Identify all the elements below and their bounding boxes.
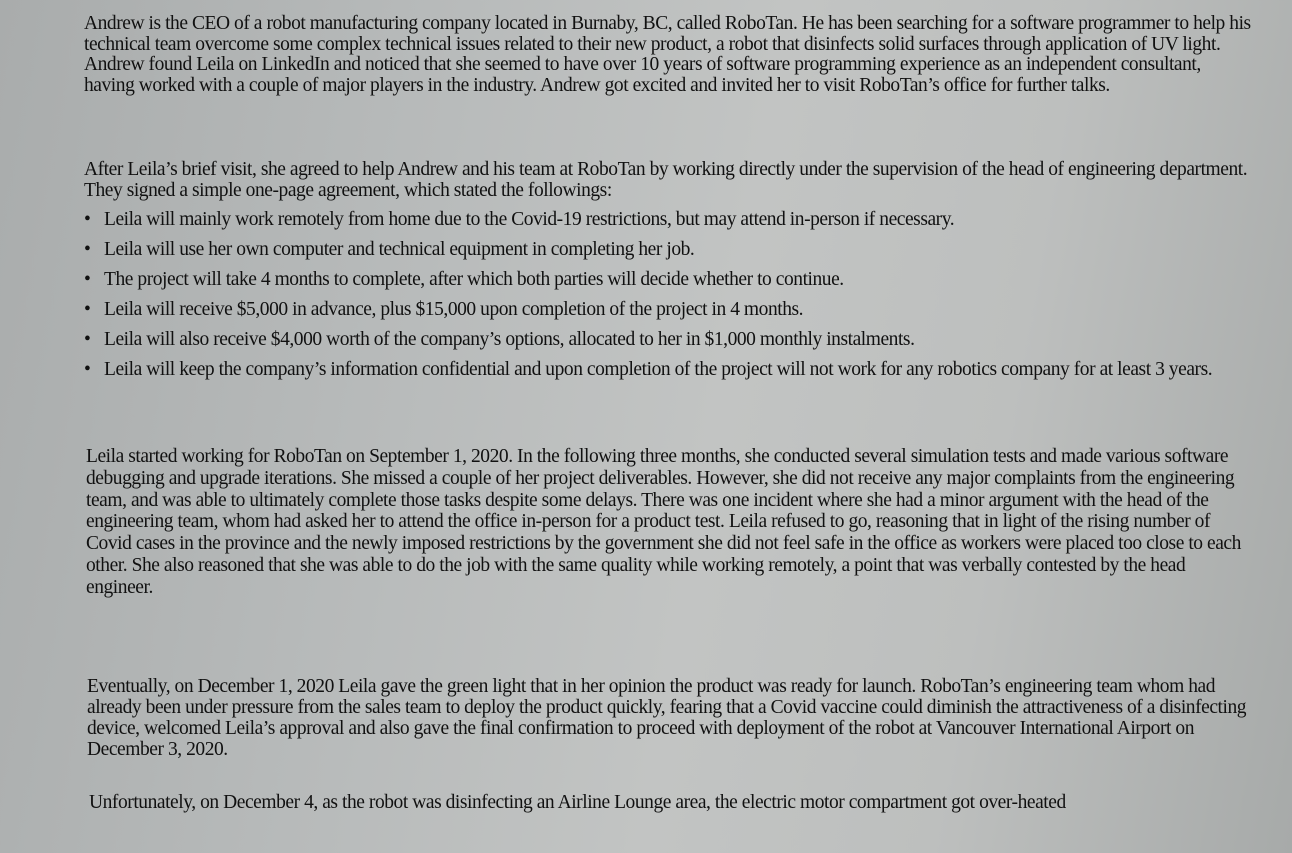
list-item-payment — [84, 300, 1234, 321]
paragraph-agreement: After Leila’s brief visit, she agreed to help Andrew and his team at RoboTan by working directly under the supervision of the head of engineering department. They signed a simple one-page agreement, which stated the followings: — [84, 159, 1248, 201]
bullet-icon: • — [84, 329, 91, 350]
list-item-remote-work — [84, 210, 1234, 231]
bullet-icon: • — [84, 299, 91, 320]
list-item-text: Leila will use her own computer and technical equipment in completing her job. — [104, 239, 695, 260]
paragraph-launch: Eventually, on December 1, 2020 Leila gave the green light that in her opinion the product was ready for launch. RoboTan’s engineering team whom had already been under pressure from the sales team to deploy the product quickly, fearing that a Covid vaccine could diminish the attractiveness of a disinfecting device, welcomed Leila’s approval and also gave the final confirmation to proceed with deployment of the robot at Vancouver International Airport on December 3, 2020. — [87, 676, 1247, 760]
document-page — [84, 14, 1254, 853]
list-item-duration — [84, 270, 1234, 291]
list-item-text: The project will take 4 months to complete, after which both parties will decide whether to continue. — [104, 269, 844, 290]
bullet-icon: • — [84, 239, 91, 260]
bullet-icon: • — [84, 209, 91, 230]
list-item-text: Leila will also receive $4,000 worth of the company’s options, allocated to her in $1,000 monthly instalments. — [104, 329, 915, 350]
bullet-icon: • — [84, 359, 91, 380]
list-item-text: Leila will keep the company’s information confidential and upon completion of the project will not work for any robotics company for at least 3 years. — [104, 359, 1213, 380]
bullet-icon: • — [84, 269, 91, 290]
list-item-options — [84, 330, 1234, 351]
list-item-text: Leila will mainly work remotely from home due to the Covid-19 restrictions, but may attend in-person if necessary. — [104, 209, 955, 230]
paragraph-intro: Andrew is the CEO of a robot manufacturing company located in Burnaby, BC, called RoboTan. He has been searching for a software programmer to help his technical team overcome some complex technical issues related to their new product, a robot that disinfects solid surfaces through application of UV light. Andrew found Leila on LinkedIn and noticed that she seemed to have over 10 years of software programming experience as an independent consultant, having worked with a couple of major players in the industry. Andrew got excited and invited her to visit RoboTan’s office for further talks. — [84, 13, 1251, 96]
agreement-terms-list — [84, 210, 1234, 390]
paragraph-incident: Unfortunately, on December 4, as the robot was disinfecting an Airline Lounge area, the electric motor compartment got over-heated — [89, 792, 1066, 813]
list-item-text: Leila will receive $5,000 in advance, plus $15,000 upon completion of the project in 4 months. — [104, 299, 804, 320]
list-item-own-equipment — [84, 240, 1234, 261]
list-item-confidentiality — [84, 360, 1234, 381]
paragraph-work-history: Leila started working for RoboTan on September 1, 2020. In the following three months, she conducted several simulation tests and made various software debugging and upgrade iterations. She missed a couple of her project deliverables. However, she did not receive any major complaints from the engineering team, and was able to ultimately complete those tasks despite some delays. There was one incident where she had a minor argument with the head of the engineering team, whom had asked her to attend the office in-person for a product test. Leila refused to go, reasoning that in light of the rising number of Covid cases in the province and the newly imposed restrictions by the government she did not feel safe in the office as workers were placed too close to each other. She also reasoned that she was able to do the job with the same quality while working remotely, a point that was verbally contested by the head engineer. — [86, 446, 1241, 598]
